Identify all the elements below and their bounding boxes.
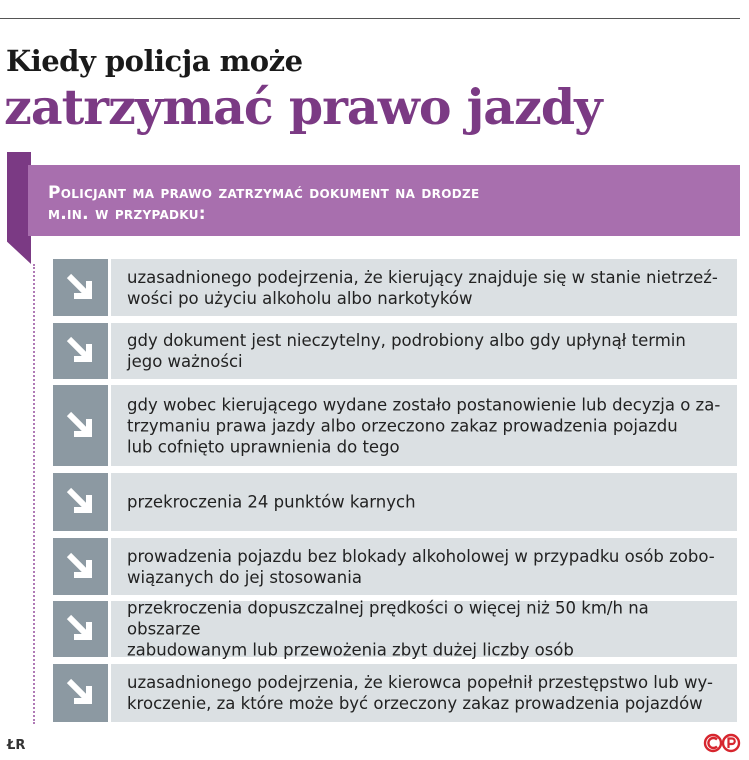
title-line-2: zatrzymać prawo jazdy xyxy=(4,78,602,136)
arrow-down-right-icon xyxy=(53,473,108,531)
arrow-down-right-icon xyxy=(53,385,108,466)
list-item-text: uzasadnionego podejrzenia, że kierujący znajduje się w stanie nietrzeź- wości po użyciu alkoholu albo narkotyków xyxy=(127,267,718,308)
arrow-down-right-icon xyxy=(53,664,108,722)
list-item xyxy=(53,538,737,595)
banner-line-2: m.in. w przypadku: xyxy=(48,204,206,224)
top-rule xyxy=(0,18,740,19)
publisher-logo xyxy=(703,733,743,753)
list-item-text: przekroczenia 24 punktów karnych xyxy=(127,492,416,512)
list-item xyxy=(53,259,737,316)
list-item xyxy=(53,385,737,466)
title-line-1: Kiedy policja może xyxy=(6,44,303,78)
dotted-rule xyxy=(33,264,35,724)
banner-line-1: Policjant ma prawo zatrzymać dokument na drodze xyxy=(48,183,480,203)
banner-text xyxy=(48,183,688,225)
author-initials: ŁR xyxy=(7,738,26,753)
arrow-down-right-icon xyxy=(53,259,108,316)
arrow-down-right-icon xyxy=(53,538,108,595)
list-item xyxy=(53,323,737,379)
arrow-down-right-icon xyxy=(53,323,108,379)
list-item-text: uzasadnionego podejrzenia, że kierowca popełnił przestępstwo lub wy- kroczenie, za które może być orzeczony zakaz prowadzenia pojazdów xyxy=(127,673,713,713)
arrow-down-right-icon xyxy=(53,601,108,657)
list-item-text: przekroczenia dopuszczalnej prędkości o więcej niż 50 km/h na obszarze zabudowanym lub przewożenia zbyt dużej liczby osób xyxy=(127,598,649,660)
list-item-text: gdy wobec kierującego wydane zostało postanowienie lub decyzja o za- trzymaniu prawa jazdy albo orzeczono zakaz prowadzenia pojazdu lub cofnięto uprawnienia do tego xyxy=(127,395,721,456)
list-item-text: prowadzenia pojazdu bez blokady alkoholowej w przypadku osób zobo- wiązanych do jej stosowania xyxy=(127,546,715,587)
list-item-text: gdy dokument jest nieczytelny, podrobiony albo gdy upłynął termin jego ważności xyxy=(127,331,686,371)
list-item xyxy=(53,598,737,660)
list-item xyxy=(53,664,737,722)
list-item xyxy=(53,473,737,531)
